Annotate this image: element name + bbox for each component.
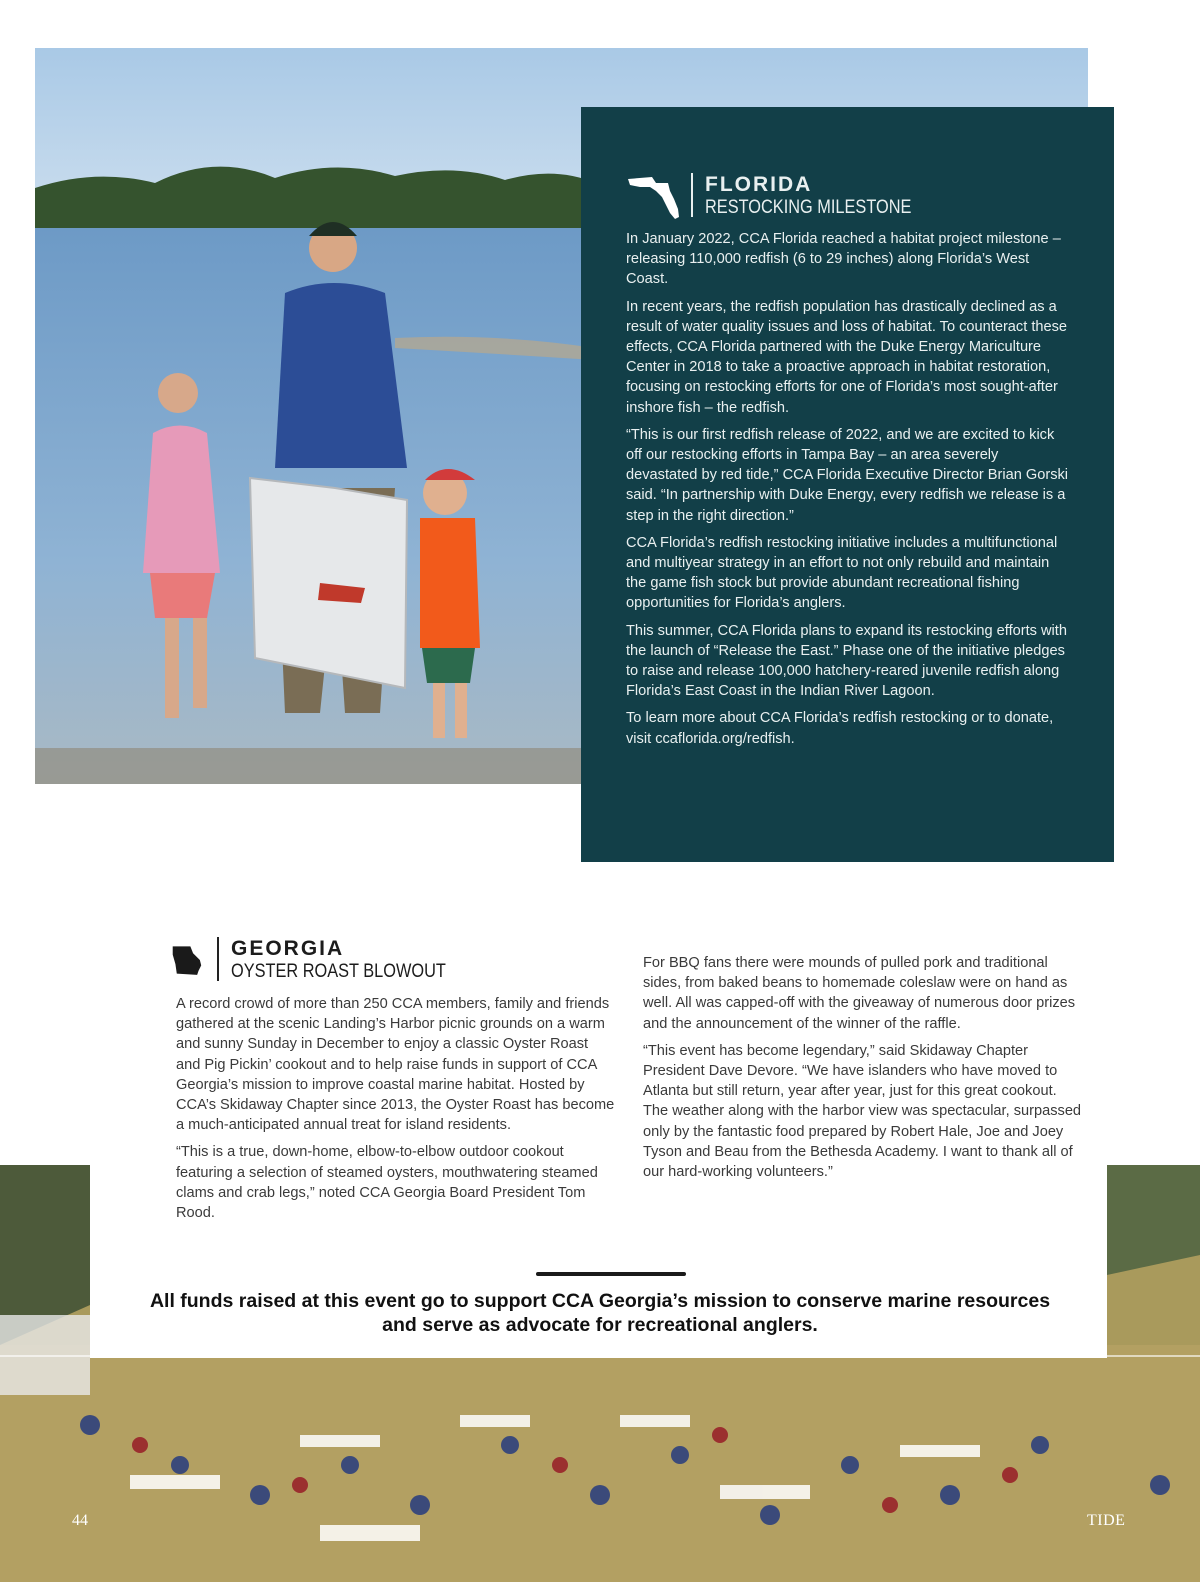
florida-paragraph: In January 2022, CCA Florida reached a habitat project milestone – releasing 110,000 redfish (6 to 29 inches) along Florida’s West Coast.: [626, 231, 1061, 288]
georgia-paragraph: A record crowd of more than 250 CCA members, family and friends gathered at the scenic Landing’s Harbor picnic grounds on a warm and sunny Sunday in December to enjoy a classic Oyster Roast and Pig Pickin’ cookout and to help raise funds in support of CCA Georgia’s mission to improve coastal marine habitat. Hosted by CCA’s Skidaway Chapter since 2013, the Oyster Roast has become a much-anticipated annual treat for island residents.: [176, 996, 615, 1134]
page-number: 44: [72, 1512, 88, 1529]
heading-divider: [217, 937, 219, 981]
heading-divider: [691, 173, 693, 217]
florida-heading: [626, 173, 1070, 221]
georgia-callout: All funds raised at this event go to support CCA Georgia’s mission to conserve marine resources and serve as advocate for recreational anglers.: [149, 1290, 1051, 1336]
florida-paragraph: CCA Florida’s redfish restocking initiative includes a multifunctional and multiyear strategy in an effort to not only rebuild and maintain the game fish stock but provide abundant recreational fishing opportunities for Florida’s anglers.: [626, 534, 1058, 612]
florida-state-name: FLORIDA: [705, 173, 813, 196]
florida-panel: [581, 107, 1114, 862]
georgia-subtitle: OYSTER ROAST BLOWOUT: [231, 961, 446, 982]
florida-paragraph: In recent years, the redfish population has drastically declined as a result of water quality issues and loss of habitat. To counteract these effects, CCA Florida partnered with the Duke Energy Mariculture Center in 2018 to take a proactive approach in habitat restoration, focusing on restocking efforts for one of Florida’s most sought-after inshore fish – the redfish.: [626, 298, 1068, 416]
florida-subtitle: RESTOCKING MILESTONE: [705, 197, 912, 218]
georgia-state-name: GEORGIA: [231, 937, 345, 960]
florida-heading-text: [705, 173, 945, 219]
georgia-paragraph: “This event has become legendary,” said Skidaway Chapter President Dave Devore. “We have islanders who have moved to Atlanta but still return, year after year, just for this great cookout. The weather along with the harbor view was spectacular, surpassed only by the fantastic food prepared by Robert Hale, Joe and Joey Tyson and Beau from the Bethesda Academy. I want to thank all of our hard-working volunteers.”: [643, 1042, 1082, 1181]
georgia-section: [90, 880, 1107, 1358]
georgia-column-right: [643, 953, 1083, 1189]
georgia-paragraph: For BBQ fans there were mounds of pulled pork and traditional sides, from baked beans to homemade coleslaw were on hand as well. All was capped-off with the giveaway of numerous door prizes and the announcement of the winner of the raffle.: [643, 955, 1076, 1032]
georgia-map-icon: [170, 939, 208, 981]
florida-body: [626, 229, 1070, 749]
georgia-paragraph: “This is a true, down-home, elbow-to-elbow outdoor cookout featuring a selection of steamed oysters, mouthwatering steamed clams and crab legs,” noted CCA Georgia Board President Tom Rood.: [176, 1144, 598, 1222]
magazine-name: TIDE: [1087, 1512, 1126, 1529]
florida-map-icon: [626, 173, 682, 221]
georgia-column-left: [176, 994, 616, 1230]
florida-paragraph: This summer, CCA Florida plans to expand its restocking efforts with the launch of “Release the East.” Phase one of the initiative pledges to raise and release 100,000 hatchery-reared juvenile redfish along Florida’s East Coast in the Indian River Lagoon.: [626, 622, 1067, 700]
georgia-heading-text: [231, 937, 481, 983]
florida-paragraph: “This is our first redfish release of 2022, and we are excited to kick off our restocking efforts in Tampa Bay – an area severely devastated by red tide,” CCA Florida Executive Director Brian Gorski said. “In partnership with Duke Energy, every redfish we release is a step in the right direction.”: [626, 426, 1069, 524]
georgia-heading: [170, 937, 481, 983]
callout-divider: [536, 1272, 686, 1276]
florida-paragraph: To learn more about CCA Florida’s redfish restocking or to donate, visit ccaflorida.org/redfish.: [626, 710, 1054, 747]
